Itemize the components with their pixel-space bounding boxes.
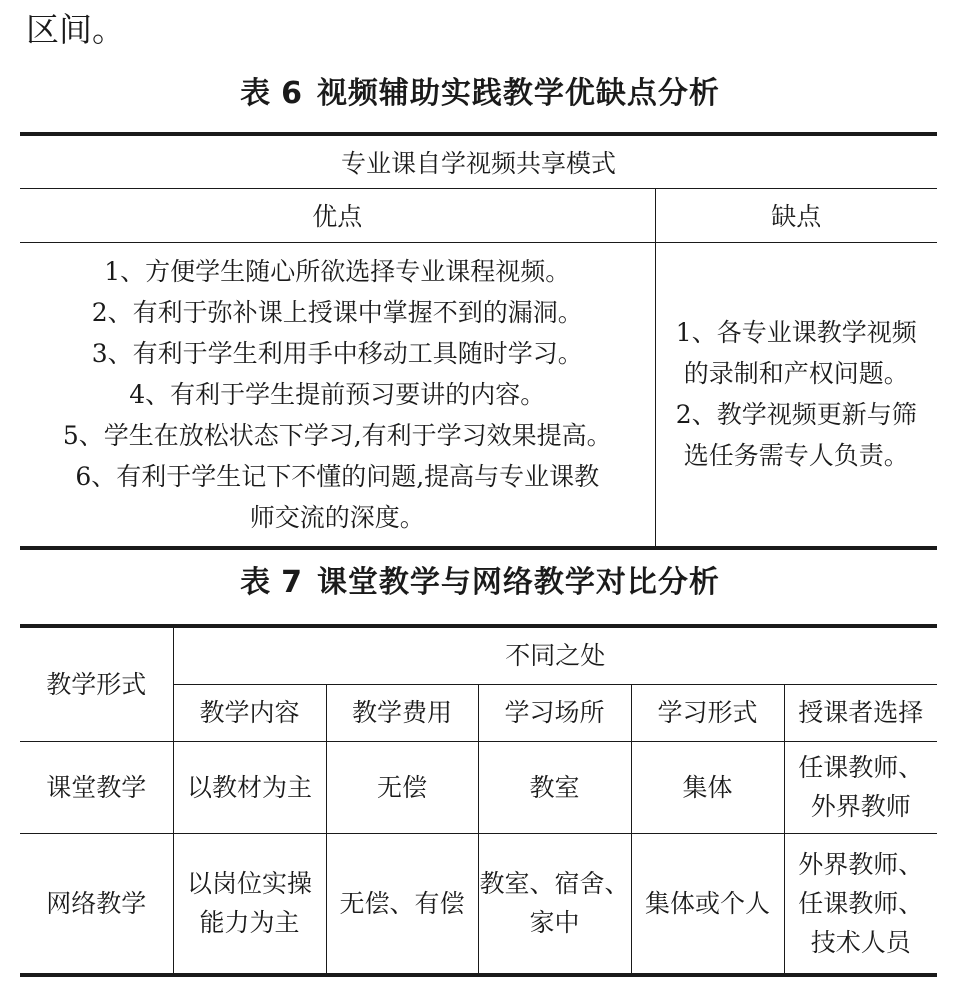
table6-title-number: 6 — [281, 76, 303, 111]
table-row — [20, 741, 937, 833]
cell-line: 无偿、有偿 — [339, 888, 465, 918]
table-cell — [326, 741, 478, 833]
table7-column-header: 学习场所 — [478, 684, 631, 741]
table7-group-header: 不同之处 — [173, 626, 937, 684]
table7-title-text: 课堂教学与网络教学对比分析 — [316, 565, 720, 600]
cell-line: 任课教师、 — [798, 753, 924, 782]
table-cell — [173, 741, 326, 833]
cell-line: 外界教师 — [810, 792, 911, 821]
table-cell — [478, 833, 631, 975]
cell-line: 集体或个人 — [644, 888, 770, 918]
table6-disadvantages-header: 缺点 — [655, 188, 937, 242]
cell-line: 外界教师、 — [798, 849, 924, 879]
cell-line: 以岗位实操 — [186, 869, 312, 899]
cell-line: 集体 — [682, 772, 733, 802]
table6 — [20, 132, 937, 550]
advantage-item: 6、有利于学生记下不懂的问题,提高与专业课教 — [75, 461, 600, 491]
advantage-item: 2、有利于弥补课上授课中掌握不到的漏洞。 — [91, 297, 583, 327]
table-cell — [784, 741, 937, 833]
table-cell — [784, 833, 937, 975]
table6-title-text: 视频辅助实践教学优缺点分析 — [316, 76, 720, 111]
lead-text: 区间。 — [26, 10, 125, 49]
disadvantage-item: 选任务需专人负责。 — [683, 441, 909, 471]
table-cell — [631, 741, 784, 833]
advantage-item: 1、方便学生随心所欲选择专业课程视频。 — [104, 256, 571, 286]
table6-disadvantages-cell — [655, 242, 937, 548]
table-cell — [478, 741, 631, 833]
table6-advantages-header: 优点 — [20, 188, 655, 242]
table7-row-label: 课堂教学 — [20, 741, 173, 833]
table7-column-header: 教学内容 — [173, 684, 326, 741]
advantage-item: 3、有利于学生利用手中移动工具随时学习。 — [91, 338, 583, 368]
table-cell — [326, 833, 478, 975]
disadvantage-item: 1、各专业课教学视频 — [675, 318, 917, 348]
table7-row-label: 网络教学 — [20, 833, 173, 975]
table6-title — [20, 74, 940, 114]
table7-row-header: 教学形式 — [20, 626, 173, 741]
cell-line: 任课教师、 — [798, 888, 924, 918]
disadvantage-item: 的录制和产权问题。 — [683, 359, 909, 389]
table7-column-header: 教学费用 — [326, 684, 478, 741]
table7-column-header: 学习形式 — [631, 684, 784, 741]
table-cell — [173, 833, 326, 975]
table7-title-number: 7 — [281, 565, 303, 600]
disadvantage-item: 2、教学视频更新与筛 — [675, 400, 917, 430]
advantage-item: 5、学生在放松状态下学习,有利于学习效果提高。 — [62, 420, 612, 450]
cell-line: 能力为主 — [199, 908, 300, 938]
table-cell — [631, 833, 784, 975]
cell-line: 技术人员 — [810, 927, 911, 957]
table6-title-prefix: 表 — [240, 76, 272, 111]
table6-mode-header: 专业课自学视频共享模式 — [20, 134, 937, 188]
cell-line: 以教材为主 — [186, 772, 312, 802]
cell-line: 无偿 — [376, 772, 427, 802]
table7 — [20, 624, 937, 977]
table7-title — [20, 563, 940, 603]
table-row — [20, 833, 937, 975]
cell-line: 家中 — [529, 908, 580, 938]
cell-line: 教室、宿舍、 — [479, 869, 630, 899]
disadvantages-list — [656, 312, 938, 476]
advantages-list — [20, 251, 655, 538]
advantage-item: 4、有利于学生提前预习要讲的内容。 — [129, 379, 546, 409]
cell-line: 教室 — [529, 772, 580, 802]
table7-column-header: 授课者选择 — [784, 684, 937, 741]
advantage-item: 师交流的深度。 — [249, 502, 425, 532]
table6-advantages-cell — [20, 242, 655, 548]
table7-title-prefix: 表 — [240, 565, 272, 600]
